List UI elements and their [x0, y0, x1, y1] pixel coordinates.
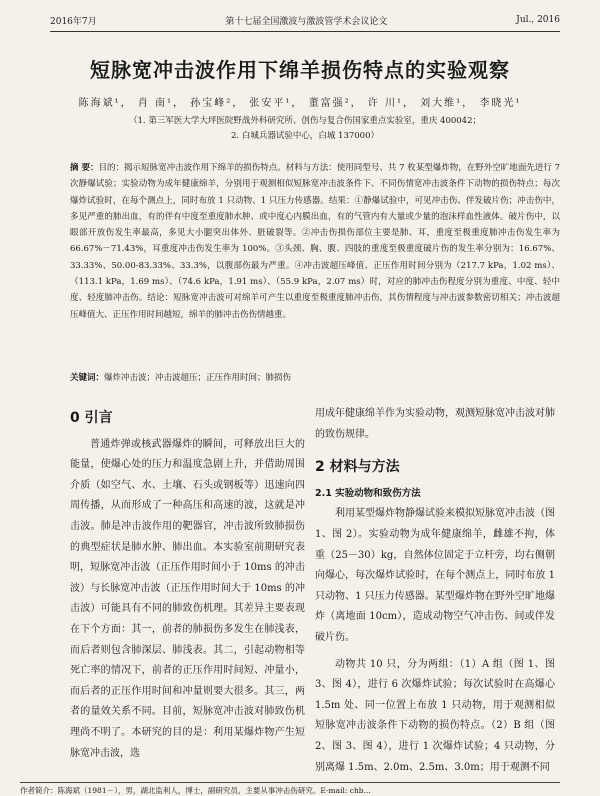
intro-continuation: 用成年健康绵羊作为实验动物，观测短脉宽冲击波对肺的致伤规律。 [315, 408, 555, 440]
abstract [70, 160, 560, 323]
methods-paragraph-2: 动物共 10 只，分为两组：（1）A 组（图 1、图 3、图 4），进行 6 次爆炸试验；每次试验时在高爆心 1.5m 处、同一位置上布放 1 只动物，用于观测相似短脉宽冲击波条件下动物的损伤特点。（2）B 组（图 2、图 3、图 4），进行 1 次爆炸试验；4 只动物，分别离爆 1.5m、2.0m、2.5m、3.0m；用于观测不同 [315, 658, 555, 773]
subsection-heading-animals: 2.1 实验动物和致伤方法 [315, 487, 421, 499]
right-column [315, 404, 555, 778]
header-date-en: Jul., 2016 [516, 15, 560, 25]
affiliation-2: 2. 白城兵器试验中心，白城 137000） [231, 131, 379, 141]
affiliation-1: （1. 第三军医大学大坪医院野战外科研究所、创伤与复合伤国家重点实验室，重庆 400042； [129, 116, 481, 126]
methods-paragraph-1: 利用某型爆炸物静爆试验来模拟短脉宽冲击波（图 1、图 2）。实验动物为成年健康绵羊，雌雄不拘，体重（25－30）kg，自然体位固定于立杆旁，均右侧朝向爆心，每次爆炸试验时，在每个测点上，同时布放 1 只动物、1 只压力传感器。某型爆炸物在野外空旷地爆炸（离地面 10cm），造成动物空气冲击伤、间或伴发破片伤。 [315, 508, 555, 643]
keywords-text: 爆炸冲击波；冲击波超压；正压作用时间；肺损伤 [104, 373, 292, 383]
paper-title: 短脉宽冲击波作用下绵羊损伤特点的实验观察 [90, 58, 510, 82]
author-list: 陈海斌¹， 肖 南¹， 孙宝峰²， 张安平¹， 董富强²， 许 川¹， 刘大维¹， 李晓光¹ [78, 98, 522, 109]
abstract-text: 目的：揭示短脉宽冲击波作用下绵羊的损伤特点。材料与方法：使用同型号、共 7 枚某型爆炸物，在野外空旷地面先进行 7 次静爆试验；实验动物为成年健康绵羊，分别用于观测相似短脉宽冲击波条件下、不同伤情宽冲击波条件下动物的损伤特点；每次爆炸试验时，在每个测点上，同时布放 1 只动物、1 只压力传感器。结果：①静爆试验中，可见冲击伤、伴发破片伤；冲击伤中，多见严重的肺出血，有的伴有中度至重度肺水肿、或中度心内膜出血，有的气管内有大量或少量的泡沫样血性液体。破片伤中，以眼部开放伤发生率最高，多见大小腿突出体外、脏破裂等。②冲击伤损伤部位主要是肺、耳，重度至极重度肺冲击伤发生率为 66.67%－71.43%，耳重度冲击伤发生率为 100%。③头颈、胸、腹、四肢的重度至极重度破片伤的发生率分别为：16.67%、33.33%、50.00-83.33%、33.3%，以腹部伤最为严重。④冲击波超压峰值、正压作用时间分别为（217.7 kPa，1.02 ms）、（113.1 kPa，1.69 ms）、（74.6 kPa，1.91 ms）、（55.9 kPa，2.07 ms）时，对应的肺冲击伤程度分别为重度、中度、轻中度、轻度肺冲击伤。结论：短脉宽冲击波可对绵羊可产生以重度至极重度肺冲击伤，其伤情程度与冲击波参数密切相关；冲击波超压峰值大、正压作用时间越短，绵羊的肺冲击伤伤情越重。 [70, 163, 560, 320]
section-heading-methods: 2 材料与方法 [315, 459, 400, 476]
header-conference: 第十七届全国激波与激波管学术会议论文 [225, 16, 388, 27]
keywords-label: 关键词： [70, 373, 105, 383]
abstract-label: 摘 要： [70, 163, 99, 173]
affiliations [70, 114, 540, 144]
author-footnote: 作者简介：陈海斌（1981－），男，湖北监利人，博士，副研究员，主要从事冲击伤研究。E-mail: chb... [20, 782, 560, 796]
section-heading-introduction: 0 引言 [70, 410, 113, 426]
header-date: 2016年7月 [50, 16, 97, 27]
left-column [70, 404, 305, 764]
intro-paragraph: 普通炸弹或核武器爆炸的瞬间，可释放出巨大的能量，使爆心处的压力和温度急剧上升，并借助周围介质（如空气、水、土壤、石头或钢板等）迅速向四周传播，从而形成了一种高压和高速的波，这就是冲击波。肺是冲击波作用的靶器官，冲击波所致肺损伤的典型症状是肺水肿、肺出血。本实验室前期研究表明，短脉宽冲击波（正压作用时间小于 10ms 的冲击波）与长脉宽冲击波（正压作用时间大于 10ms 的冲击波）可能具有不同的肺致伤机理。其差异主要表现在下个方面：其一，前者的肺损伤多发生在肺浅表，而后者则包含肺深层、肺浅表。其二，引起动物相等死亡率的情况下，前者的正压作用时间短、冲量小，而后者的正压作用时间和冲量则要大很多。其三，两者的量效关系不同。目前，短脉宽冲击波对肺致伤机理尚不明了。本研究的目的是：利用某爆炸物产生短脉宽冲击波，选 [70, 438, 305, 759]
running-header [50, 12, 560, 32]
keywords [70, 371, 560, 386]
